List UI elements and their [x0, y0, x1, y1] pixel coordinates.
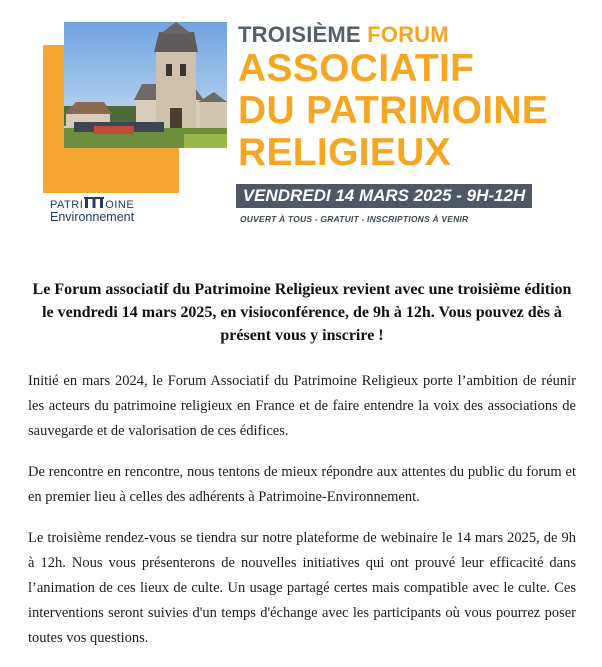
article-body [28, 278, 576, 667]
event-subline: OUVERT À TOUS - GRATUIT - INSCRIPTIONS À VENIR [240, 214, 469, 224]
church-photo [64, 22, 227, 148]
date-bar: VENDREDI 14 MARS 2025 - 9H-12H [236, 184, 532, 208]
patrimoine-environnement-logo [50, 199, 134, 224]
arch-icon [84, 197, 104, 211]
kicker-part1: TROISIÈME [238, 22, 361, 47]
kicker-part2: FORUM [367, 22, 449, 47]
paragraph-1: Initié en mars 2024, le Forum Associatif du Patrimoine Religieux porte l’ambition de réunir les acteurs du patrimoine religieux en France et de faire entendre la voix des associations de sauvegarde et de valorisation de ces édifices. [28, 373, 576, 439]
logo-text-left: PATRI [50, 199, 84, 211]
title-line-2: DU PATRIMOINE [238, 89, 549, 132]
logo-bottom-text: Environnement [50, 210, 135, 224]
article-lead: Le Forum associatif du Patrimoine Religieux revient avec une troisième édition le vendredi 14 mars 2025, en visioconférence, de 9h à 12h. Vous pouvez dès à présent vous y inscrire ! [32, 281, 572, 344]
banner-title [238, 22, 548, 174]
paragraph-2: De rencontre en rencontre, nous tentons de mieux répondre aux attentes du public du forum et en premier lieu à celles des adhérents à Patrimoine-Environnement. [28, 464, 576, 505]
banner-kicker [238, 22, 548, 48]
event-banner [0, 0, 602, 260]
paragraph-3: Le troisième rendez-vous se tiendra sur notre plateforme de webinaire le 14 mars 2025, de 9h à 12h. Nous vous présenterons de nouvelles initiatives qui ont prouvé leur efficacité dans l’animation de ces lieux de culte. Un usage partagé certes mais compatible avec le culte. Ces interventions seront suivies d'un temps d'échange avec les participants où vous pourrez poser toutes vos questions. [28, 530, 576, 646]
title-line-1: ASSOCIATIF [238, 47, 475, 90]
logo-text-right: OINE [105, 199, 135, 211]
title-line-3: RELIGIEUX [238, 131, 451, 174]
